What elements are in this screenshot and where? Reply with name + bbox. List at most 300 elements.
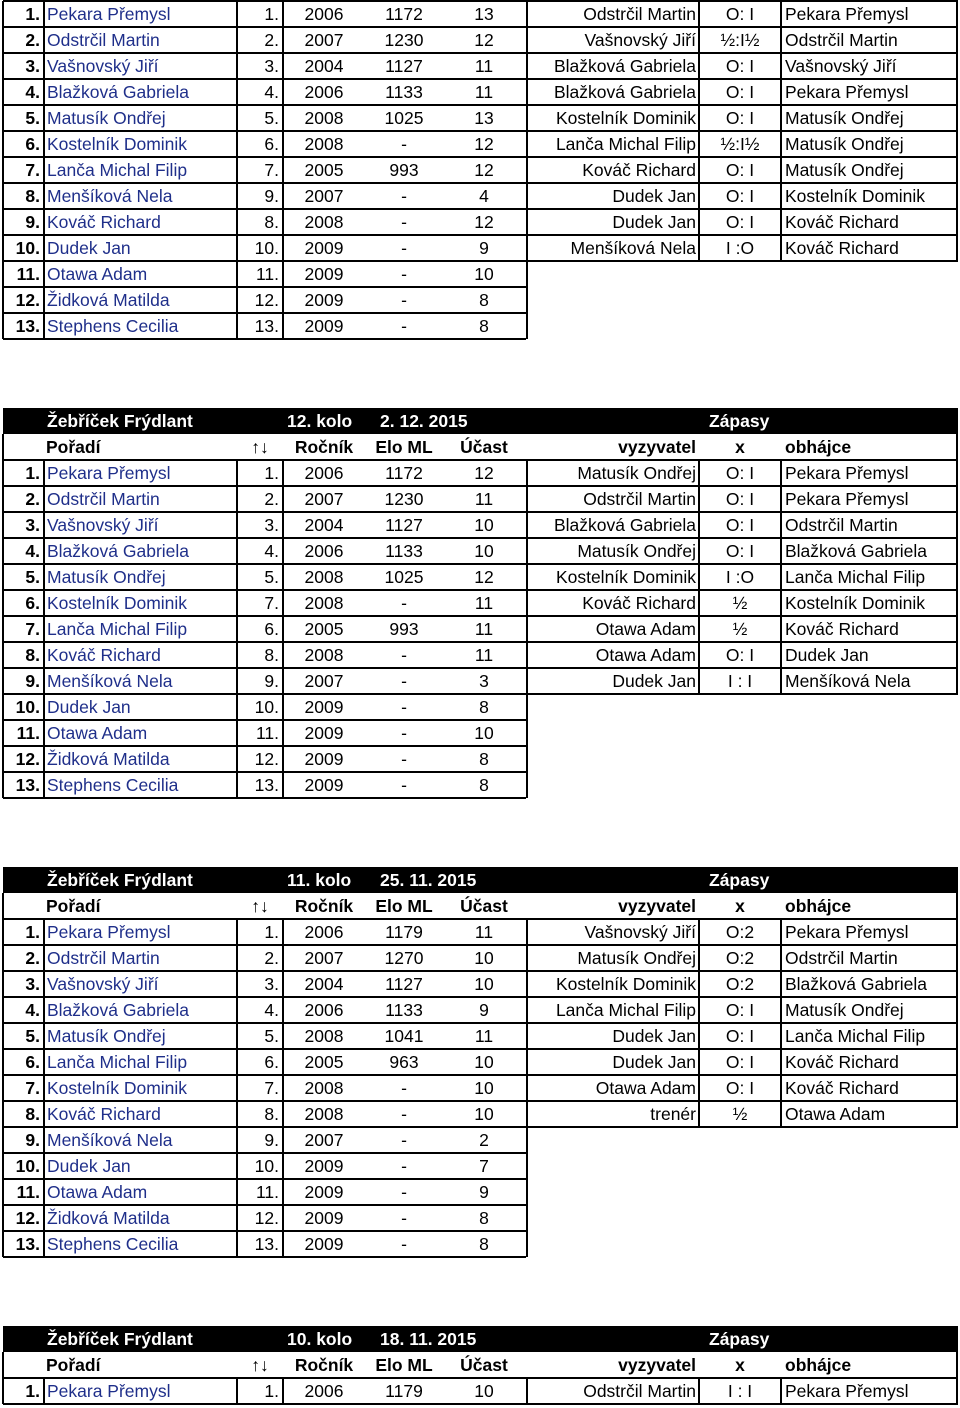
header-participation: Účast bbox=[460, 1355, 508, 1375]
rank-number: 9. bbox=[25, 212, 40, 232]
match-result: O: I bbox=[725, 56, 755, 76]
table-row bbox=[0, 79, 960, 105]
column-divider bbox=[780, 460, 782, 694]
challenger-name: Otawa Adam bbox=[595, 619, 696, 639]
player-name: Kostelník Dominik bbox=[47, 1078, 188, 1098]
match-result: O: I bbox=[725, 4, 755, 24]
rank-number: 4. bbox=[25, 82, 40, 102]
challenger-name: Kováč Richard bbox=[582, 593, 696, 613]
birth-year: 2009 bbox=[304, 316, 344, 336]
participation-count: 10 bbox=[474, 723, 494, 743]
header-x: x bbox=[735, 896, 745, 916]
row-divider bbox=[3, 52, 958, 54]
challenger-name: Blažková Gabriela bbox=[553, 82, 696, 102]
table-row bbox=[0, 1179, 960, 1205]
table-row bbox=[0, 131, 960, 157]
elo-rating: 1025 bbox=[384, 567, 424, 587]
round-number: 12. kolo bbox=[287, 411, 353, 431]
birth-year: 2008 bbox=[304, 212, 344, 232]
challenger-name: Dudek Jan bbox=[612, 1026, 696, 1046]
previous-rank: 11. bbox=[255, 1182, 279, 1202]
row-divider bbox=[3, 745, 526, 747]
participation-count: 8 bbox=[479, 1208, 489, 1228]
column-divider bbox=[236, 1378, 238, 1404]
challenger-name: Dudek Jan bbox=[612, 671, 696, 691]
previous-rank: 3. bbox=[264, 515, 279, 535]
previous-rank: 4. bbox=[264, 541, 279, 561]
defender-name: Kováč Richard bbox=[785, 1052, 899, 1072]
previous-rank: 7. bbox=[264, 160, 279, 180]
previous-rank: 7. bbox=[264, 1078, 279, 1098]
matches-heading: Zápasy bbox=[709, 870, 770, 890]
match-result: ½ bbox=[732, 593, 748, 613]
match-result: I :O bbox=[725, 238, 755, 258]
rank-number: 13. bbox=[15, 1234, 40, 1254]
participation-count: 11 bbox=[474, 922, 494, 942]
column-divider bbox=[956, 1378, 958, 1404]
match-result: O:2 bbox=[725, 948, 755, 968]
participation-count: 12 bbox=[474, 30, 494, 50]
participation-count: 3 bbox=[479, 671, 489, 691]
previous-rank: 10. bbox=[254, 1156, 279, 1176]
birth-year: 2004 bbox=[304, 974, 344, 994]
player-name: Kováč Richard bbox=[47, 1104, 161, 1124]
table-row bbox=[0, 642, 960, 668]
challenger-name: Odstrčil Martin bbox=[583, 1381, 696, 1401]
challenger-name: Dudek Jan bbox=[612, 186, 696, 206]
challenger-name: Vašnovský Jiří bbox=[584, 922, 696, 942]
challenger-name: Lanča Michal Filip bbox=[555, 134, 696, 154]
table-row bbox=[0, 1153, 960, 1179]
elo-rating: - bbox=[401, 1182, 407, 1202]
participation-count: 11 bbox=[474, 593, 494, 613]
row-divider bbox=[3, 130, 958, 132]
header-arrows-icon: ↑↓ bbox=[251, 896, 269, 916]
previous-rank: 2. bbox=[264, 489, 279, 509]
column-divider bbox=[526, 1, 528, 339]
column-divider bbox=[282, 919, 284, 1257]
rank-number: 3. bbox=[25, 974, 40, 994]
elo-rating: 1025 bbox=[384, 108, 424, 128]
header-edge bbox=[956, 893, 958, 919]
match-result: O: I bbox=[725, 541, 755, 561]
rank-number: 10. bbox=[15, 238, 40, 258]
birth-year: 2006 bbox=[304, 1381, 344, 1401]
header-defender: obhájce bbox=[785, 896, 852, 916]
table-row bbox=[0, 945, 960, 971]
challenger-name: Matusík Ondřej bbox=[577, 948, 696, 968]
row-divider bbox=[3, 589, 958, 591]
row-divider bbox=[3, 667, 958, 669]
column-divider bbox=[43, 1, 45, 339]
player-name: Pekara Přemysl bbox=[47, 1381, 171, 1401]
row-divider bbox=[3, 1100, 958, 1102]
birth-year: 2008 bbox=[304, 1104, 344, 1124]
elo-rating: - bbox=[401, 316, 407, 336]
column-divider bbox=[956, 460, 958, 694]
table-row bbox=[0, 512, 960, 538]
table-row bbox=[0, 1075, 960, 1101]
header-year: Ročník bbox=[294, 437, 354, 457]
header-elo: Elo ML bbox=[375, 896, 433, 916]
rank-number: 5. bbox=[25, 1026, 40, 1046]
participation-count: 10 bbox=[474, 541, 494, 561]
row-divider bbox=[3, 26, 958, 28]
challenger-name: Vašnovský Jiří bbox=[584, 30, 696, 50]
participation-count: 4 bbox=[479, 186, 489, 206]
defender-name: Matusík Ondřej bbox=[785, 1000, 904, 1020]
table-row bbox=[0, 313, 960, 339]
rank-number: 2. bbox=[25, 30, 40, 50]
rank-number: 1. bbox=[25, 4, 40, 24]
row-divider bbox=[3, 537, 958, 539]
rank-number: 1. bbox=[25, 463, 40, 483]
participation-count: 11 bbox=[474, 619, 494, 639]
round-number: 11. kolo bbox=[287, 870, 352, 890]
column-divider bbox=[282, 1, 284, 339]
column-divider bbox=[698, 919, 700, 1127]
previous-rank: 11. bbox=[255, 264, 279, 284]
table-row bbox=[0, 1205, 960, 1231]
rank-number: 4. bbox=[25, 541, 40, 561]
participation-count: 10 bbox=[474, 1052, 494, 1072]
participation-count: 11 bbox=[474, 56, 494, 76]
elo-rating: 1179 bbox=[385, 1381, 423, 1401]
birth-year: 2006 bbox=[304, 4, 344, 24]
header-edge bbox=[2, 434, 4, 460]
table-row bbox=[0, 1231, 960, 1257]
table-row bbox=[0, 668, 960, 694]
elo-rating: - bbox=[401, 775, 407, 795]
elo-rating: - bbox=[401, 186, 407, 206]
header-participation: Účast bbox=[460, 437, 508, 457]
previous-rank: 9. bbox=[264, 671, 279, 691]
match-result: O: I bbox=[725, 645, 755, 665]
row-divider bbox=[3, 771, 526, 773]
previous-rank: 12. bbox=[254, 1208, 279, 1228]
elo-rating: - bbox=[401, 1234, 407, 1254]
rank-number: 3. bbox=[25, 56, 40, 76]
column-divider bbox=[282, 460, 284, 798]
table-row bbox=[0, 1023, 960, 1049]
match-result: ½ bbox=[732, 1104, 748, 1124]
table-row bbox=[0, 287, 960, 313]
participation-count: 2 bbox=[479, 1130, 489, 1150]
player-name: Menšíková Nela bbox=[47, 186, 173, 206]
header-year: Ročník bbox=[294, 1355, 354, 1375]
participation-count: 8 bbox=[479, 749, 489, 769]
previous-rank: 9. bbox=[264, 1130, 279, 1150]
row-divider bbox=[3, 104, 958, 106]
match-result: I : I bbox=[727, 1381, 753, 1401]
elo-rating: 1133 bbox=[385, 1000, 423, 1020]
column-divider bbox=[2, 1, 4, 339]
challenger-name: Odstrčil Martin bbox=[583, 489, 696, 509]
header-participation: Účast bbox=[460, 896, 508, 916]
elo-rating: - bbox=[401, 1130, 407, 1150]
challenger-name: Kostelník Dominik bbox=[555, 567, 696, 587]
header-edge bbox=[2, 893, 4, 919]
rank-number: 8. bbox=[25, 645, 40, 665]
column-divider bbox=[780, 919, 782, 1127]
header-defender: obhájce bbox=[785, 1355, 852, 1375]
elo-rating: - bbox=[401, 238, 407, 258]
participation-count: 8 bbox=[479, 316, 489, 336]
challenger-name: Odstrčil Martin bbox=[583, 4, 696, 24]
player-name: Otawa Adam bbox=[47, 1182, 148, 1202]
previous-rank: 12. bbox=[254, 749, 279, 769]
birth-year: 2007 bbox=[304, 948, 344, 968]
ladder-title: Žebříček Frýdlant bbox=[47, 411, 193, 431]
challenger-name: Dudek Jan bbox=[612, 1052, 696, 1072]
player-name: Blažková Gabriela bbox=[47, 1000, 190, 1020]
header-elo: Elo ML bbox=[375, 1355, 433, 1375]
birth-year: 2007 bbox=[304, 30, 344, 50]
row-divider bbox=[3, 615, 958, 617]
birth-year: 2009 bbox=[304, 1182, 344, 1202]
match-result: I : I bbox=[727, 671, 753, 691]
previous-rank: 6. bbox=[264, 619, 279, 639]
challenger-name: Kováč Richard bbox=[582, 160, 696, 180]
challenger-name: Kostelník Dominik bbox=[555, 974, 696, 994]
column-divider bbox=[43, 460, 45, 798]
row-divider bbox=[3, 156, 958, 158]
player-name: Kováč Richard bbox=[47, 212, 161, 232]
elo-rating: - bbox=[401, 1078, 407, 1098]
elo-rating: 1230 bbox=[384, 30, 424, 50]
defender-name: Pekara Přemysl bbox=[785, 489, 909, 509]
table-title-bar bbox=[3, 1326, 958, 1352]
column-divider bbox=[236, 460, 238, 798]
participation-count: 12 bbox=[474, 567, 494, 587]
participation-count: 11 bbox=[474, 82, 494, 102]
defender-name: Pekara Přemysl bbox=[785, 4, 909, 24]
match-result: O:2 bbox=[725, 974, 755, 994]
player-name: Židková Matilda bbox=[47, 1208, 170, 1228]
row-divider bbox=[3, 182, 958, 184]
elo-rating: - bbox=[401, 697, 407, 717]
previous-rank: 13. bbox=[254, 316, 279, 336]
player-name: Židková Matilda bbox=[47, 749, 170, 769]
defender-name: Pekara Přemysl bbox=[785, 463, 909, 483]
defender-name: Blažková Gabriela bbox=[785, 974, 928, 994]
birth-year: 2009 bbox=[304, 1156, 344, 1176]
table-row bbox=[0, 261, 960, 287]
participation-count: 12 bbox=[474, 463, 494, 483]
table-row bbox=[0, 1127, 960, 1153]
previous-rank: 8. bbox=[264, 1104, 279, 1124]
header-rank: Pořadí bbox=[46, 437, 101, 457]
column-divider bbox=[956, 1, 958, 261]
previous-rank: 8. bbox=[264, 212, 279, 232]
match-result: O: I bbox=[725, 463, 755, 483]
player-name: Matusík Ondřej bbox=[47, 1026, 166, 1046]
match-result: ½:I½ bbox=[720, 30, 760, 50]
table-title-bar bbox=[3, 408, 958, 434]
match-result: O: I bbox=[725, 1000, 755, 1020]
defender-name: Lanča Michal Filip bbox=[785, 567, 926, 587]
elo-rating: - bbox=[401, 290, 407, 310]
rank-number: 11. bbox=[16, 1182, 40, 1202]
rank-number: 6. bbox=[25, 134, 40, 154]
round-date: 18. 11. 2015 bbox=[380, 1329, 477, 1349]
birth-year: 2007 bbox=[304, 186, 344, 206]
previous-rank: 1. bbox=[264, 463, 279, 483]
participation-count: 12 bbox=[474, 134, 494, 154]
player-name: Lanča Michal Filip bbox=[47, 160, 188, 180]
rank-number: 2. bbox=[25, 489, 40, 509]
participation-count: 10 bbox=[474, 1078, 494, 1098]
rank-number: 11. bbox=[16, 264, 40, 284]
column-divider bbox=[236, 1, 238, 339]
round-date: 25. 11. 2015 bbox=[380, 870, 477, 890]
row-divider bbox=[3, 485, 958, 487]
column-divider bbox=[43, 919, 45, 1257]
participation-count: 12 bbox=[474, 160, 494, 180]
previous-rank: 10. bbox=[254, 238, 279, 258]
rank-number: 10. bbox=[15, 1156, 40, 1176]
column-divider bbox=[2, 919, 4, 1257]
elo-rating: - bbox=[401, 264, 407, 284]
elo-rating: 1133 bbox=[385, 82, 423, 102]
challenger-name: Blažková Gabriela bbox=[553, 56, 696, 76]
elo-rating: 1270 bbox=[384, 948, 424, 968]
row-divider bbox=[3, 208, 958, 210]
participation-count: 10 bbox=[474, 264, 494, 284]
table-row bbox=[0, 486, 960, 512]
ladder-title: Žebříček Frýdlant bbox=[47, 870, 193, 890]
previous-rank: 2. bbox=[264, 948, 279, 968]
participation-count: 8 bbox=[479, 1234, 489, 1254]
previous-rank: 3. bbox=[264, 56, 279, 76]
participation-count: 7 bbox=[479, 1156, 489, 1176]
row-divider bbox=[3, 1048, 958, 1050]
row-divider bbox=[3, 0, 958, 2]
matches-heading: Zápasy bbox=[709, 1329, 770, 1349]
elo-rating: 963 bbox=[389, 1052, 419, 1072]
defender-name: Lanča Michal Filip bbox=[785, 1026, 926, 1046]
rank-number: 7. bbox=[25, 619, 40, 639]
header-challenger: vyzyvatel bbox=[618, 437, 696, 457]
defender-name: Pekara Přemysl bbox=[785, 1381, 909, 1401]
elo-rating: 1127 bbox=[385, 56, 423, 76]
elo-rating: 1172 bbox=[385, 463, 423, 483]
birth-year: 2008 bbox=[304, 108, 344, 128]
participation-count: 10 bbox=[474, 974, 494, 994]
defender-name: Dudek Jan bbox=[785, 645, 869, 665]
table-row bbox=[0, 919, 960, 945]
defender-name: Kostelník Dominik bbox=[785, 593, 926, 613]
player-name: Dudek Jan bbox=[47, 1156, 131, 1176]
table-row bbox=[0, 235, 960, 261]
rank-number: 12. bbox=[15, 1208, 40, 1228]
table-header bbox=[0, 434, 960, 460]
player-name: Židková Matilda bbox=[47, 290, 170, 310]
table-row bbox=[0, 157, 960, 183]
column-divider bbox=[236, 919, 238, 1257]
elo-rating: - bbox=[401, 134, 407, 154]
rank-number: 11. bbox=[16, 723, 40, 743]
row-divider bbox=[3, 563, 958, 565]
column-divider bbox=[780, 1, 782, 261]
player-name: Pekara Přemysl bbox=[47, 4, 171, 24]
previous-rank: 3. bbox=[264, 974, 279, 994]
table-row bbox=[0, 1378, 960, 1404]
challenger-name: Menšíková Nela bbox=[570, 238, 696, 258]
defender-name: Odstrčil Martin bbox=[785, 948, 898, 968]
row-divider bbox=[3, 234, 958, 236]
column-divider bbox=[2, 460, 4, 798]
previous-rank: 5. bbox=[264, 108, 279, 128]
player-name: Menšíková Nela bbox=[47, 1130, 173, 1150]
player-name: Otawa Adam bbox=[47, 723, 148, 743]
match-result: O: I bbox=[725, 82, 755, 102]
header-edge bbox=[2, 1352, 4, 1378]
row-divider bbox=[3, 970, 958, 972]
column-divider bbox=[282, 1378, 284, 1404]
challenger-name: Blažková Gabriela bbox=[553, 515, 696, 535]
elo-rating: - bbox=[401, 723, 407, 743]
participation-count: 10 bbox=[474, 948, 494, 968]
challenger-name: Dudek Jan bbox=[612, 212, 696, 232]
match-result: O:2 bbox=[725, 922, 755, 942]
birth-year: 2008 bbox=[304, 567, 344, 587]
participation-count: 13 bbox=[474, 4, 494, 24]
previous-rank: 5. bbox=[264, 1026, 279, 1046]
birth-year: 2006 bbox=[304, 82, 344, 102]
row-divider bbox=[3, 797, 526, 799]
match-result: O: I bbox=[725, 212, 755, 232]
defender-name: Odstrčil Martin bbox=[785, 515, 898, 535]
player-name: Odstrčil Martin bbox=[47, 948, 160, 968]
header-edge bbox=[956, 434, 958, 460]
player-name: Otawa Adam bbox=[47, 264, 148, 284]
participation-count: 8 bbox=[479, 697, 489, 717]
header-divider bbox=[3, 459, 958, 461]
elo-rating: 1172 bbox=[385, 4, 423, 24]
match-result: O: I bbox=[725, 1026, 755, 1046]
player-name: Dudek Jan bbox=[47, 697, 131, 717]
rank-number: 8. bbox=[25, 186, 40, 206]
row-divider bbox=[3, 1022, 958, 1024]
table-row bbox=[0, 1101, 960, 1127]
birth-year: 2006 bbox=[304, 1000, 344, 1020]
header-elo: Elo ML bbox=[375, 437, 433, 457]
rank-number: 5. bbox=[25, 108, 40, 128]
column-divider bbox=[2, 1378, 4, 1404]
rank-number: 8. bbox=[25, 1104, 40, 1124]
rank-number: 2. bbox=[25, 948, 40, 968]
table-row bbox=[0, 53, 960, 79]
table-title-bar bbox=[3, 867, 958, 893]
birth-year: 2009 bbox=[304, 697, 344, 717]
table-header bbox=[0, 1352, 960, 1378]
defender-name: Pekara Přemysl bbox=[785, 82, 909, 102]
player-name: Lanča Michal Filip bbox=[47, 619, 188, 639]
header-arrows-icon: ↑↓ bbox=[251, 1355, 269, 1375]
previous-rank: 11. bbox=[255, 723, 279, 743]
birth-year: 2008 bbox=[304, 645, 344, 665]
round-date: 2. 12. 2015 bbox=[380, 411, 468, 431]
player-name: Lanča Michal Filip bbox=[47, 1052, 188, 1072]
player-name: Stephens Cecilia bbox=[47, 316, 179, 336]
player-name: Vašnovský Jiří bbox=[47, 515, 159, 535]
challenger-name: Otawa Adam bbox=[595, 1078, 696, 1098]
player-name: Blažková Gabriela bbox=[47, 82, 190, 102]
challenger-name: Kostelník Dominik bbox=[555, 108, 696, 128]
player-name: Vašnovský Jiří bbox=[47, 974, 159, 994]
row-divider bbox=[3, 511, 958, 513]
